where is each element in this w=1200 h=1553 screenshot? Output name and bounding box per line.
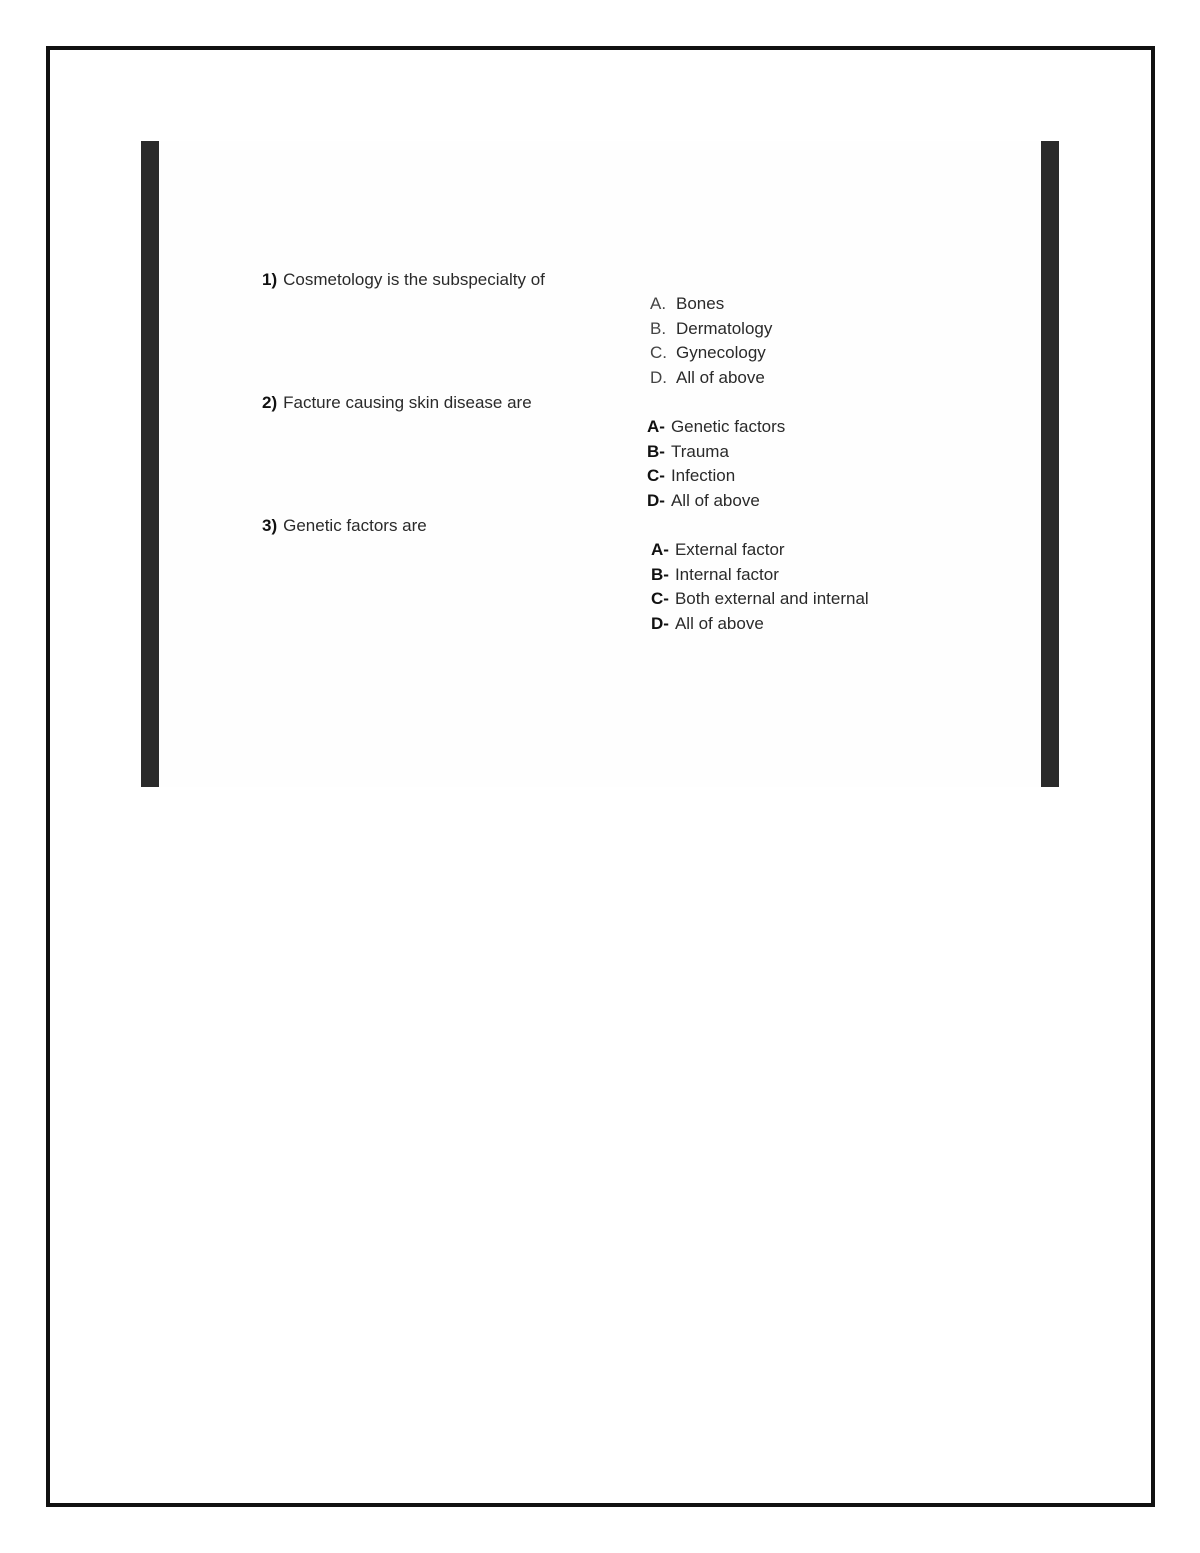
option-b: B- Trauma bbox=[647, 441, 729, 461]
question-2 bbox=[262, 392, 532, 414]
question-1 bbox=[262, 269, 545, 291]
question-1-options bbox=[650, 292, 772, 391]
question-text: Facture causing skin disease are bbox=[283, 393, 532, 412]
option-a: A- External factor bbox=[651, 540, 785, 559]
option-a: A. Bones bbox=[650, 294, 725, 313]
option-d: D- All of above bbox=[651, 614, 764, 634]
option-c: C- Infection bbox=[647, 466, 736, 486]
right-scan-bar bbox=[1041, 141, 1059, 787]
question-3 bbox=[262, 515, 427, 537]
question-text: Genetic factors are bbox=[283, 516, 427, 535]
question-number: 3) bbox=[262, 516, 278, 535]
question-number: 1) bbox=[262, 270, 278, 289]
option-b: B- Internal factor bbox=[651, 564, 779, 584]
option-c: C. Gynecology bbox=[650, 343, 766, 363]
option-d: D. All of above bbox=[650, 368, 765, 388]
left-scan-bar bbox=[141, 141, 159, 787]
question-3-options bbox=[651, 538, 869, 637]
scanned-quiz-image bbox=[141, 141, 1059, 787]
question-text: Cosmetology is the subspecialty of bbox=[283, 270, 545, 289]
question-number: 2) bbox=[262, 393, 278, 412]
option-c: C- Both external and internal bbox=[651, 589, 869, 609]
option-b: B. Dermatology bbox=[650, 318, 773, 338]
option-a: A- Genetic factors bbox=[647, 417, 786, 436]
option-d: D- All of above bbox=[647, 491, 760, 511]
question-2-options bbox=[647, 415, 785, 514]
